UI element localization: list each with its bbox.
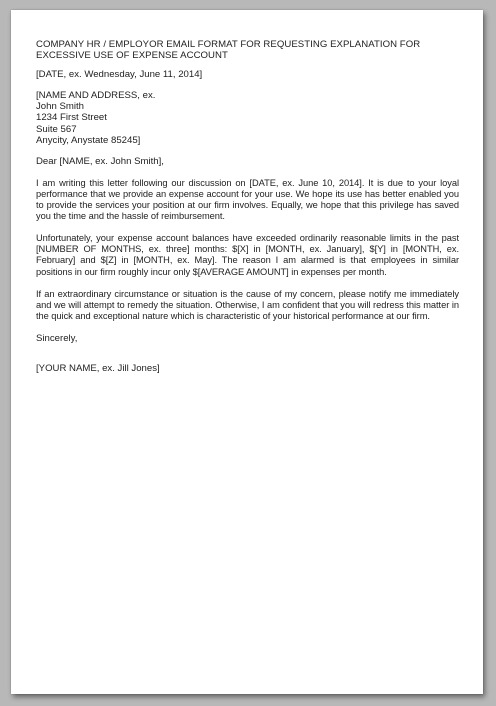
signature: [YOUR NAME, ex. Jill Jones] xyxy=(36,362,160,374)
address-line: [NAME AND ADDRESS, ex. xyxy=(36,90,156,102)
letter-title-line: EXCESSIVE USE OF EXPENSE ACCOUNT xyxy=(36,50,228,62)
address-line: Suite 567 xyxy=(36,123,77,135)
address-line: John Smith xyxy=(36,101,84,113)
body-paragraph: If an extraordinary circumstance or situation is the cause of my concern, please notify me immediately and we will attempt to remedy the situation. Otherwise, I am confident that you will redress this matter in the quick and exceptional nature which is characteristic of your historical performance at our firm. xyxy=(36,288,459,321)
address-line: Anycity, Anystate 85245] xyxy=(36,134,141,146)
address-line: 1234 First Street xyxy=(36,112,107,124)
body-paragraph: I am writing this letter following our discussion on [DATE, ex. June 10, 2014]. It is due to your loyal performance that we provide an expense account for your use. We hope its use has better enabled you to provide the services your position at our firm involves. Equally, we hope that this privilege has saved you the time and the hassle of reimbursement. xyxy=(36,177,459,222)
salutation: Dear [NAME, ex. John Smith], xyxy=(36,155,164,167)
closing: Sincerely, xyxy=(36,332,78,344)
letter-title xyxy=(36,39,459,61)
body-paragraph: Unfortunately, your expense account balances have exceeded ordinarily reasonable limits in the past [NUMBER OF MONTHS, ex. three] months: $[X] in [MONTH, ex. January], $[Y] in [MONTH, ex. February] and $[Z] in [MONTH, ex. May]. The reason I am alarmed is that employees in similar positions in our firm roughly incur only $[AVERAGE AMOUNT] in expenses per month. xyxy=(36,233,459,277)
letter-title-line: COMPANY HR / EMPLOYOR EMAIL FORMAT FOR REQUESTING EXPLANATION FOR xyxy=(36,39,421,50)
letter-date: [DATE, ex. Wednesday, June 11, 2014] xyxy=(36,69,203,81)
recipient-address xyxy=(36,90,459,145)
letter-page xyxy=(11,10,483,694)
